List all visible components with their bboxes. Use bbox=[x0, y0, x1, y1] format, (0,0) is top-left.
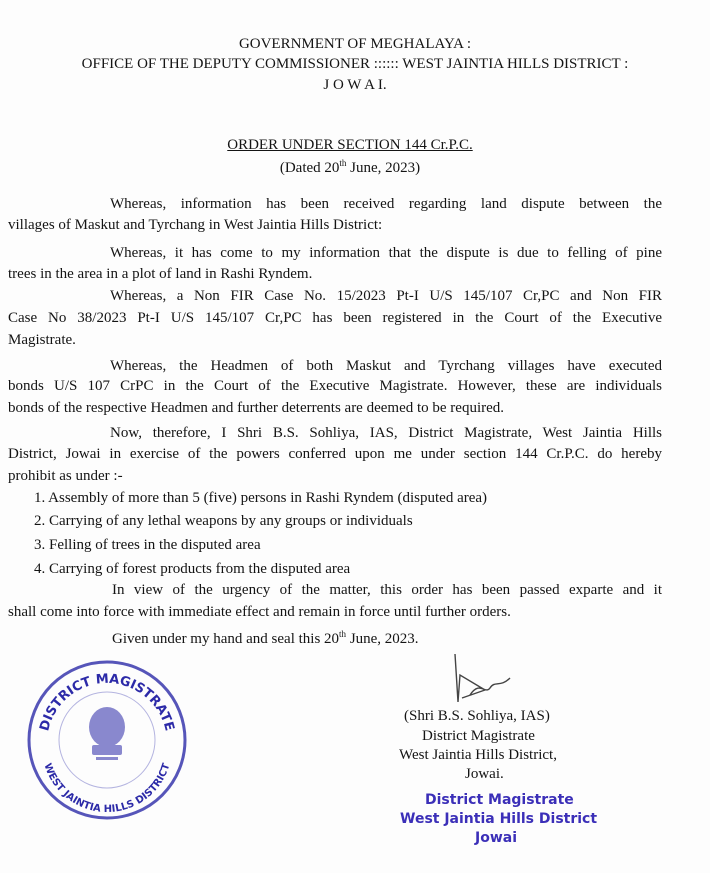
seal-stamp-line1: District Magistrate bbox=[425, 792, 574, 808]
prohibition-item: 2. Carrying of any lethal weapons by any groups or individuals bbox=[34, 513, 413, 529]
given-sup: th bbox=[339, 629, 347, 639]
prohibition-item: 1. Assembly of more than 5 (five) persons in Rashi Ryndem (disputed area) bbox=[34, 490, 488, 506]
order-title: ORDER UNDER SECTION 144 Cr.P.C. bbox=[227, 137, 473, 153]
closing-line: In view of the urgency of the matter, this order has been passed exparte and it bbox=[112, 582, 662, 598]
prohibition-item: 4. Carrying of forest products from the disputed area bbox=[34, 561, 351, 577]
paragraph-line: District, Jowai in exercise of the powers conferred upon me under section 144 Cr.P.C. do hereby bbox=[8, 446, 662, 462]
paragraph-line: Case No 38/2023 Pt-I U/S 145/107 Cr,PC has been registered in the Court of the Executive bbox=[8, 310, 662, 326]
handwritten-signature bbox=[440, 650, 540, 705]
district-magistrate-round-seal bbox=[22, 655, 192, 825]
round-seal-top-text: DISTRICT MAGISTRATE bbox=[37, 671, 177, 733]
date-suffix: June, 2023) bbox=[346, 160, 421, 176]
date-sup: th bbox=[339, 158, 347, 168]
signatory-designation: District Magistrate bbox=[422, 728, 535, 744]
date-prefix: (Dated 20 bbox=[279, 160, 340, 176]
header-office: OFFICE OF THE DEPUTY COMMISSIONER :::::: WEST JAINTIA HILLS DISTRICT : bbox=[81, 56, 629, 72]
round-seal-bottom-text: WEST JAINTIA HILLS DISTRICT bbox=[41, 761, 173, 816]
national-emblem-icon bbox=[89, 707, 125, 760]
paragraph-line: Whereas, information has been received regarding land dispute between the bbox=[110, 196, 662, 212]
paragraph-line: Magistrate. bbox=[8, 332, 76, 348]
paragraph-line: trees in the area in a plot of land in Rashi Ryndem. bbox=[8, 266, 313, 282]
seal-stamp-line2: West Jaintia Hills District bbox=[400, 811, 598, 827]
paragraph-line: Now, therefore, I Shri B.S. Sohliya, IAS, District Magistrate, West Jaintia Hills bbox=[110, 425, 662, 441]
signatory-place: Jowai. bbox=[465, 766, 504, 782]
header-place: J O W A I. bbox=[323, 77, 387, 93]
paragraph-line: prohibit as under :- bbox=[8, 468, 123, 484]
paragraph-line: bonds U/S 107 CrPC in the Court of the Executive Magistrate. However, these are individuals bbox=[8, 378, 662, 394]
paragraph-line: Whereas, the Headmen of both Maskut and Tyrchang villages have executed bbox=[110, 358, 662, 374]
given-under-hand bbox=[112, 625, 419, 648]
paragraph-line: bonds of the respective Headmen and further deterrents are deemed to be required. bbox=[8, 400, 505, 416]
order-date bbox=[0, 158, 705, 177]
signatory-name: (Shri B.S. Sohliya, IAS) bbox=[404, 708, 550, 724]
paragraph-line: villages of Maskut and Tyrchang in West Jaintia Hills District: bbox=[8, 217, 383, 233]
given-prefix: Given under my hand and seal this 20 bbox=[112, 631, 340, 647]
paragraph-line: Whereas, it has come to my information that the dispute is due to felling of pine bbox=[110, 245, 662, 261]
paragraph-line: Whereas, a Non FIR Case No. 15/2023 Pt-I U/S 145/107 Cr,PC and Non FIR bbox=[110, 288, 662, 304]
seal-stamp-line3: Jowai bbox=[475, 830, 518, 846]
prohibition-item: 3. Felling of trees in the disputed area bbox=[34, 537, 261, 553]
signatory-district: West Jaintia Hills District, bbox=[399, 747, 557, 763]
header-government: GOVERNMENT OF MEGHALAYA : bbox=[238, 36, 472, 52]
closing-line: shall come into force with immediate effect and remain in force until further orders. bbox=[8, 604, 511, 620]
given-suffix: June, 2023. bbox=[346, 631, 419, 647]
